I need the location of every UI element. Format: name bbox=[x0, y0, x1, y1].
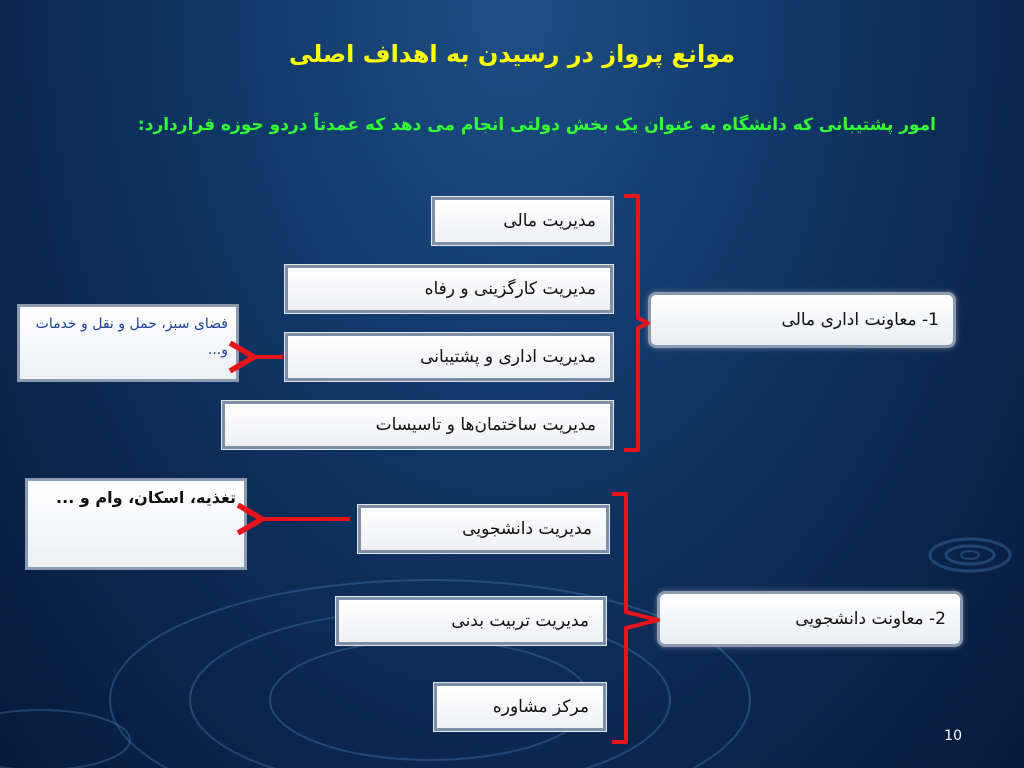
main-label: 1- معاونت اداری مالی bbox=[781, 310, 939, 330]
note-text: فضای سبز، حمل و نقل و خدمات و... bbox=[35, 316, 228, 358]
slide-subtitle: امور پشتیبانی که دانشگاه به عنوان یک بخش دولتی انجام می دهد که عمدتاً دردو حوزه قراردارد: bbox=[137, 115, 936, 135]
item-counseling-center bbox=[434, 683, 606, 731]
item-label: مرکز مشاوره bbox=[492, 697, 589, 717]
item-physical-education bbox=[336, 597, 606, 645]
item-label: مدیریت دانشجویی bbox=[462, 519, 592, 539]
bracket-group1 bbox=[624, 196, 648, 450]
item-student-affairs bbox=[358, 505, 609, 553]
item-label: مدیریت ساختمان‌ها و تاسیسات bbox=[375, 415, 596, 435]
item-financial-management bbox=[432, 197, 613, 245]
bracket-group2 bbox=[612, 494, 658, 742]
item-label: مدیریت اداری و پشتیبانی bbox=[420, 347, 596, 367]
main-label: 2- معاونت دانشجویی bbox=[795, 609, 946, 629]
page-number: 10 bbox=[944, 728, 962, 744]
item-buildings-facilities bbox=[222, 401, 613, 449]
item-label: مدیریت کارگزینی و رفاه bbox=[424, 279, 596, 299]
main-admin-finance-deputy bbox=[648, 292, 956, 348]
note-admin-services bbox=[17, 304, 239, 382]
main-student-deputy bbox=[657, 591, 963, 647]
note-text: تغذیه، اسکان، وام و ... bbox=[56, 488, 236, 507]
item-admin-support bbox=[285, 333, 613, 381]
item-personnel-welfare bbox=[285, 265, 613, 313]
slide-title: موانع پرواز در رسیدن به اهداف اصلی bbox=[288, 40, 736, 68]
item-label: مدیریت تربیت بدنی bbox=[451, 611, 589, 631]
note-student-services bbox=[25, 478, 247, 570]
item-label: مدیریت مالی bbox=[503, 211, 596, 231]
